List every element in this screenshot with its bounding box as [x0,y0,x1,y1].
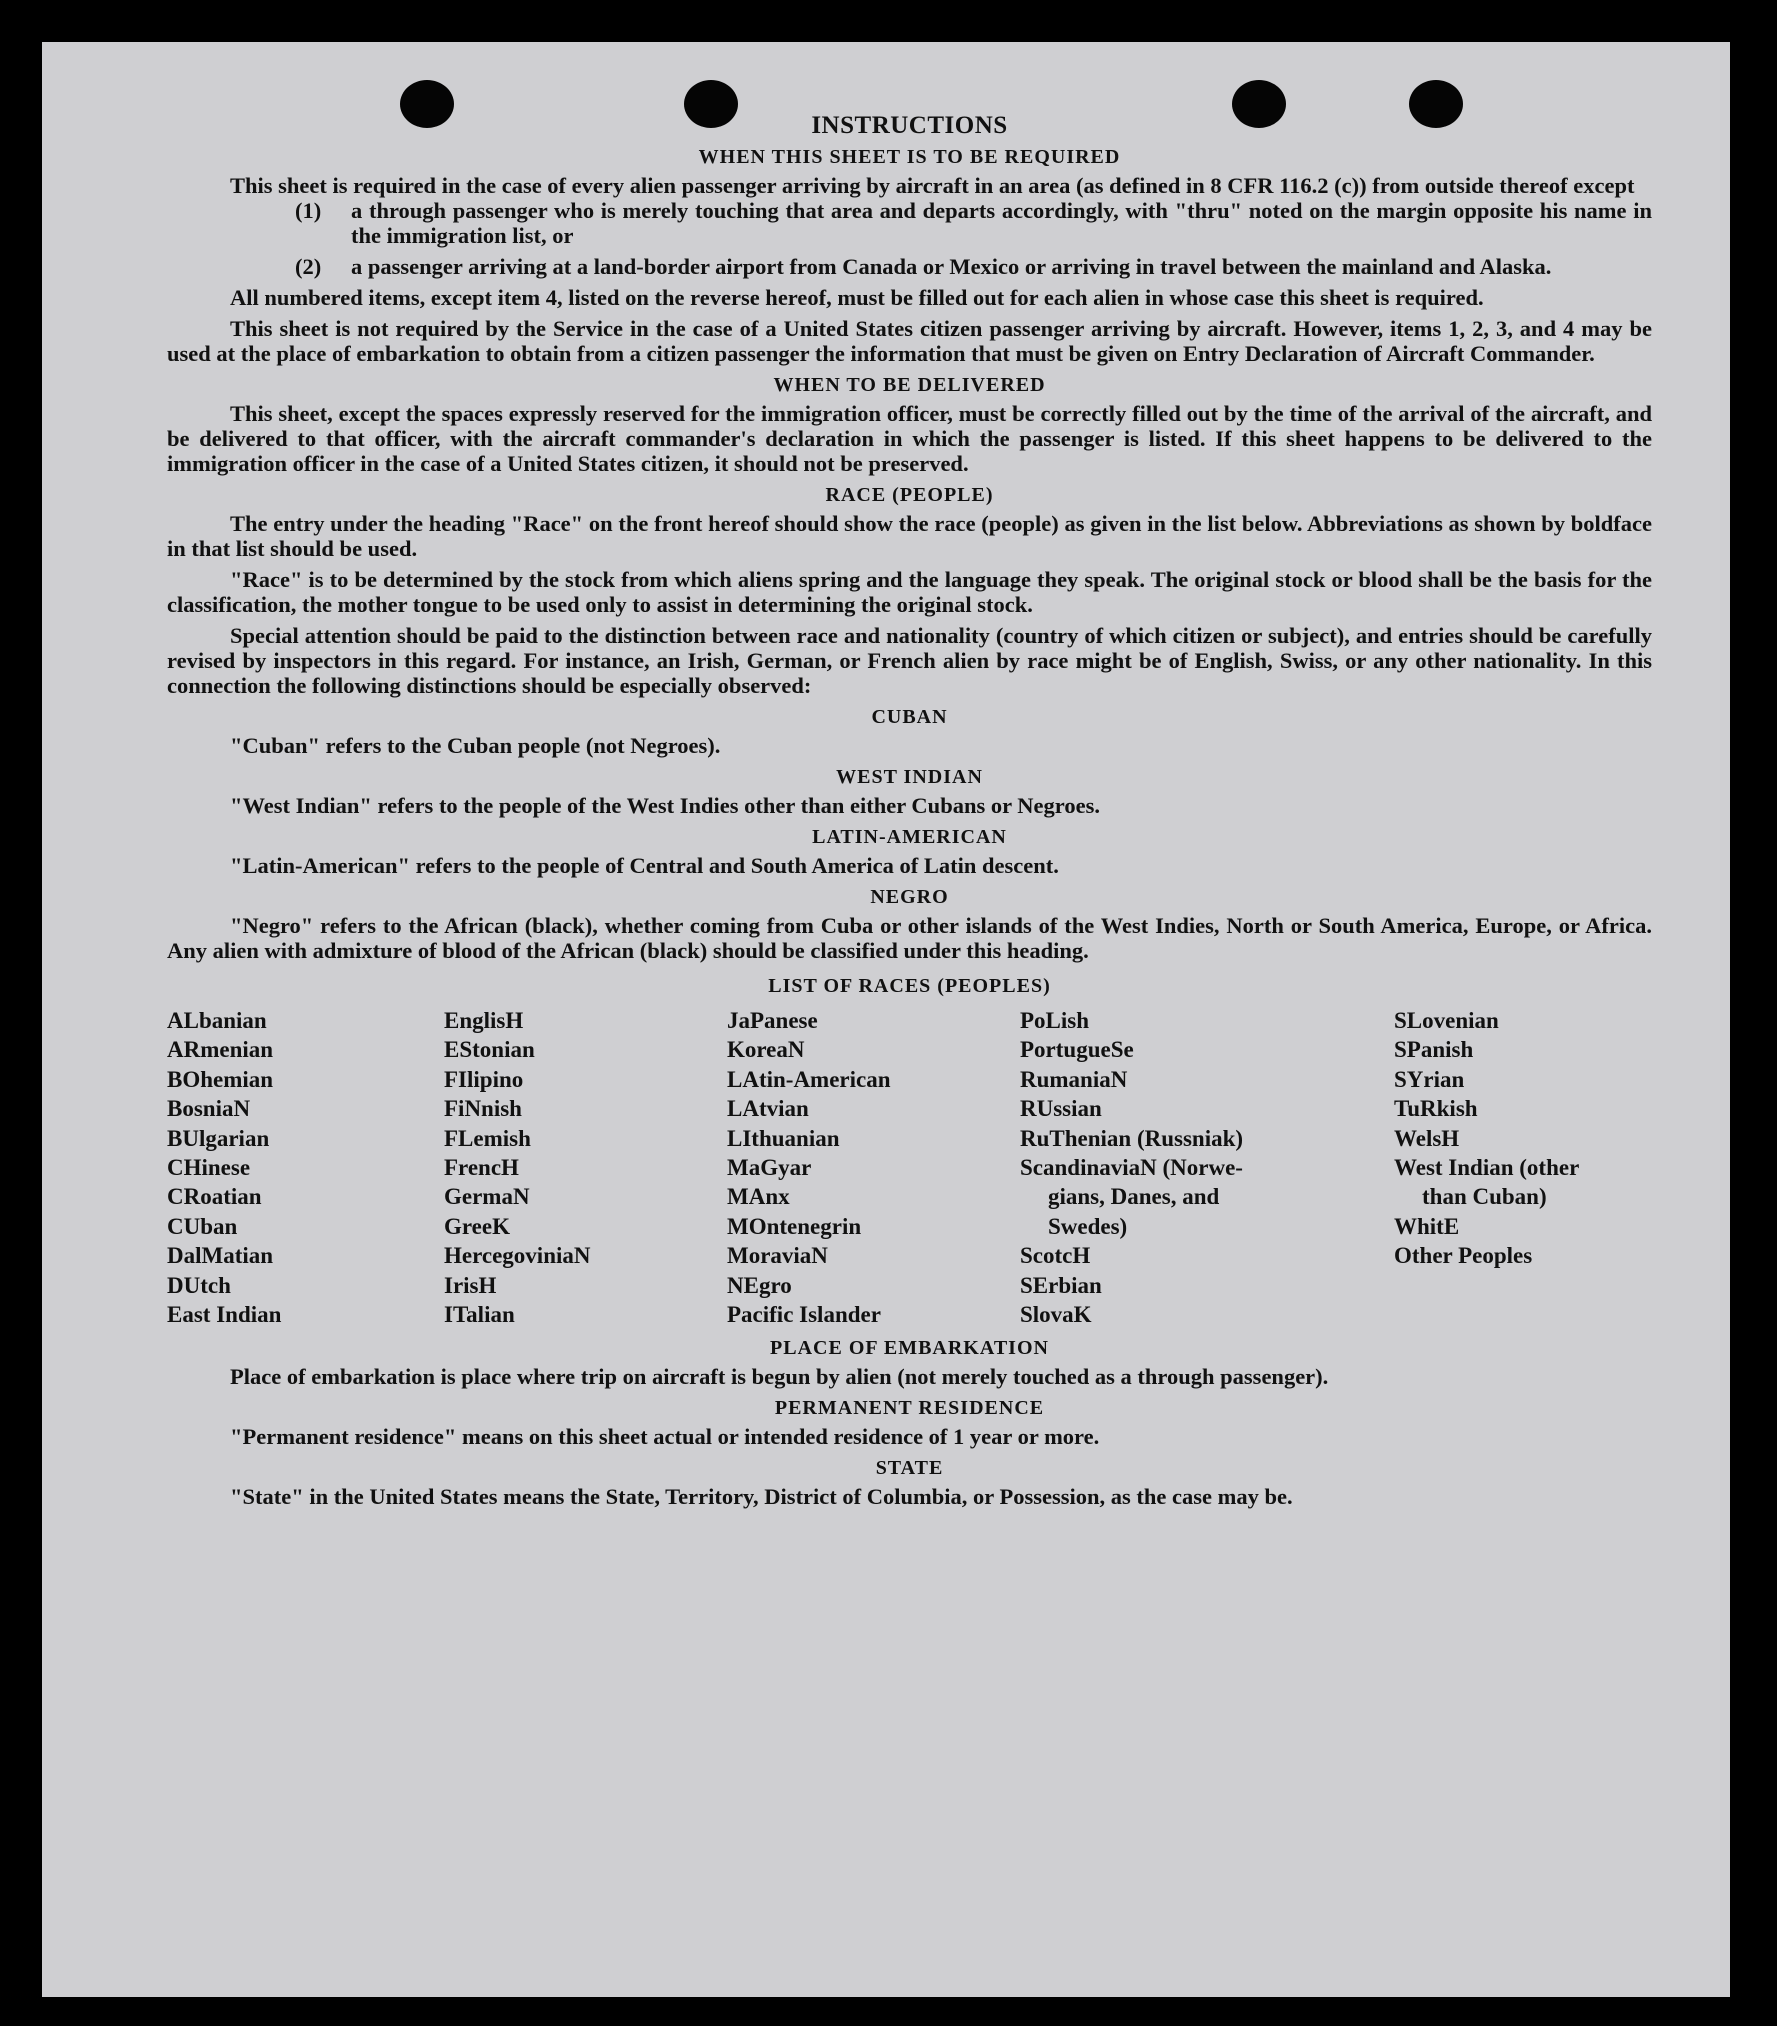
race-list-column-4 [1020,1006,1394,1329]
race-list-item: IrisH [444,1272,497,1298]
race-paragraph-2: "Race" is to be determined by the stock from which aliens spring and the language they speak. The original stock or blood shall be the basis for the classification, the mother tongue to be used only to assist in determining the original stock. [167,567,1652,617]
exception-item-1 [295,198,1652,248]
race-list-item: ITalian [444,1302,515,1328]
race-list-item: EnglisH [444,1008,524,1033]
section-heading-when-delivered: WHEN TO BE DELIVERED [773,374,1046,396]
race-list-column-3 [727,1006,1020,1329]
race-list-item: SlovaK [1020,1302,1092,1328]
race-list-item: LIthuanian [727,1125,840,1151]
race-list-item: Pacific Islander [727,1302,881,1328]
section-heading-west-indian: WEST INDIAN [836,766,983,788]
race-list-item: BUlgarian [167,1125,270,1151]
race-list-item: East Indian [167,1302,282,1328]
race-paragraph-3: Special attention should be paid to the distinction between race and nationality (country of which citizen or subject), and entries should be carefully revised by inspectors in this regard. For instance, an Irish, German, or French alien by race might be of English, Swiss, or any other nationality. In this connection the following distinctions should be especially observed: [167,623,1652,698]
section-heading-list-of-races: LIST OF RACES (PEOPLES) [768,975,1051,997]
race-list-item: EStonian [444,1037,535,1063]
exception-number: (1) [295,198,322,223]
negro-text: "Negro" refers to the African (black), whether coming from Cuba or other islands of the West Indies, North or South America, Europe, or Africa. Any alien with admixture of blood of the African (black) should be classified under this heading. [167,913,1652,963]
race-list-item: ALbanian [167,1008,267,1033]
race-list-item: FLemish [444,1125,531,1151]
latin-american-text: "Latin-American" refers to the people of Central and South America of Latin descent. [230,853,1059,878]
race-list-item: HercegoviniaN [444,1243,591,1269]
state-text: "State" in the United States means the State, Territory, District of Columbia, or Possession, as the case may be. [230,1484,1293,1510]
section-heading-state: STATE [875,1457,944,1480]
race-list-item: WhitE [1394,1213,1460,1239]
page-title: INSTRUCTIONS [811,112,1008,139]
race-list-item: West Indian (other [1394,1155,1580,1181]
race-list-item: LAtin-American [727,1066,891,1092]
residence-text: "Permanent residence" means on this sheet actual or intended residence of 1 year or more. [230,1424,1100,1450]
race-list [167,1006,1652,1329]
race-list-item: GreeK [444,1213,510,1239]
section-heading-race: RACE (PEOPLE) [825,484,994,506]
race-list-item: PoLish [1020,1008,1090,1033]
citizen-paragraph: This sheet is not required by the Service in the case of a United States citizen passenger arriving by aircraft. However, items 1, 2, 3, and 4 may be used at the place of embarkation to obtain from a citizen passenger the information that must be given on Entry Declaration of Aircraft Commander. [167,316,1652,366]
section-heading-when-required: WHEN THIS SHEET IS TO BE REQUIRED [698,146,1121,168]
race-list-item: MAnx [727,1184,790,1210]
race-list-item: SErbian [1020,1272,1102,1298]
race-list-item: RuThenian (Russniak) [1020,1125,1244,1151]
race-list-item: BOhemian [167,1066,274,1092]
race-list-item: WelsH [1394,1125,1460,1151]
section-heading-embarkation: PLACE OF EMBARKATION [770,1337,1049,1360]
race-list-item: CHinese [167,1155,251,1181]
race-list-item: DUtch [167,1272,231,1298]
race-list-item: ScandinaviaN (Norwe- [1020,1155,1243,1181]
section-heading-cuban: CUBAN [871,706,948,728]
race-list-item: ARmenian [167,1037,274,1063]
race-list-item: PortugueSe [1020,1037,1134,1063]
race-list-item: LAtvian [727,1096,809,1122]
race-list-item: SLovenian [1394,1008,1499,1033]
race-list-column-2 [444,1006,727,1329]
instructions-content [167,112,1652,1509]
when-delivered-text: This sheet, except the spaces expressly reserved for the immigration officer, must be correctly filled out by the time of the arrival of the aircraft, and be delivered to that officer, with the aircraft commander's declaration in which the passenger is listed. If this sheet happens to be delivered to the immigration officer in the case of a United States citizen, it should not be preserved. [167,401,1652,476]
race-list-item-continuation: gians, Danes, and [1048,1184,1220,1210]
exception-number: (2) [295,254,322,279]
race-list-item: MOntenegrin [727,1213,862,1239]
race-list-item: KoreaN [727,1037,805,1063]
race-list-item-continuation: Swedes) [1048,1213,1128,1239]
embarkation-text: Place of embarkation is place where trip on aircraft is begun by alien (not merely touched as a through passenger). [230,1364,1329,1390]
race-list-item: RUssian [1020,1096,1102,1122]
race-list-column-5 [1394,1006,1652,1329]
section-heading-residence: PERMANENT RESIDENCE [774,1397,1045,1420]
race-list-item: TuRkish [1394,1096,1478,1122]
race-list-item: CUban [167,1213,238,1239]
exception-text: a through passenger who is merely touching that area and departs accordingly, with "thru" noted on the margin opposite his name in the immigration list, or [351,198,1652,248]
race-list-item: JaPanese [727,1008,818,1033]
when-required-intro: This sheet is required in the case of every alien passenger arriving by aircraft in an area (as defined in 8 CFR 116.2 (c)) from outside thereof except [230,173,1635,198]
race-list-item: FrencH [444,1155,519,1181]
race-list-item: FiNnish [444,1096,522,1122]
race-list-item: ScotcH [1020,1243,1091,1269]
race-list-item: DalMatian [167,1243,274,1269]
race-list-item: FIlipino [444,1066,524,1092]
race-list-item: Other Peoples [1394,1243,1533,1269]
exception-item-2 [295,254,1652,279]
numbered-items-paragraph: All numbered items, except item 4, listed on the reverse hereof, must be filled out for each alien in whose case this sheet is required. [230,285,1484,310]
race-list-item: BosniaN [167,1096,251,1122]
race-list-item: SPanish [1394,1037,1474,1063]
race-list-item: SYrian [1394,1066,1465,1092]
race-list-item: RumaniaN [1020,1066,1128,1092]
document-sheet [42,42,1730,1997]
race-list-column-1 [167,1006,444,1329]
race-list-item: MoraviaN [727,1243,828,1269]
cuban-text: "Cuban" refers to the Cuban people (not Negroes). [230,733,721,758]
section-heading-negro: NEGRO [870,886,949,908]
race-list-item: GermaN [444,1184,530,1210]
exception-text: a passenger arriving at a land-border airport from Canada or Mexico or arriving in travel between the mainland and Alaska. [351,254,1552,279]
west-indian-text: "West Indian" refers to the people of the West Indies other than either Cubans or Negroes. [230,793,1100,818]
race-list-item-continuation: than Cuban) [1422,1184,1547,1210]
race-paragraph-1: The entry under the heading "Race" on the front hereof should show the race (people) as given in the list below. Abbreviations as shown by boldface in that list should be used. [167,511,1652,561]
race-list-item: MaGyar [727,1155,812,1181]
race-list-item: NEgro [727,1272,792,1298]
section-heading-latin-american: LATIN-AMERICAN [812,826,1007,848]
race-list-item: CRoatian [167,1184,262,1210]
